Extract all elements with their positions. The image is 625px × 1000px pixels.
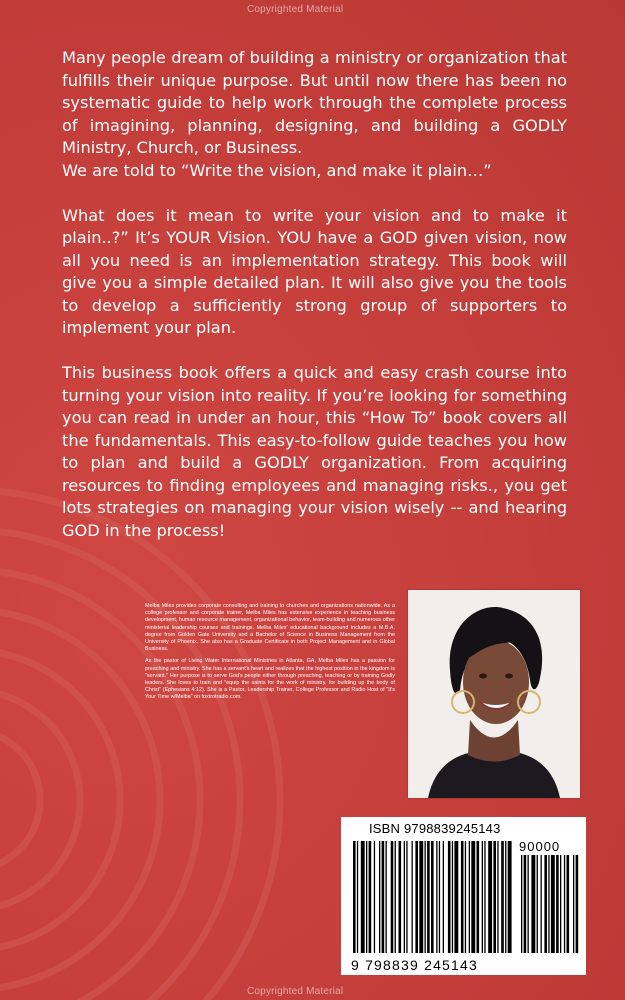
addon-barcode-bar	[541, 855, 542, 953]
description-paragraph-2: What does it mean to write your vision and to make it plain..?” It’s YOUR Vision. YOU have a GOD given vision, now all you need is an implementation strategy. This book will give you a simple detailed plan. It will also give you the tools to develop a sufficiently strong group of supporters to implement your plan.	[62, 205, 567, 337]
barcode-bar	[484, 841, 485, 953]
barcode-bar	[454, 841, 458, 953]
barcode-bar	[465, 841, 466, 953]
barcode-bar	[419, 841, 423, 953]
addon-barcode-bar	[556, 855, 559, 953]
addon-barcode-bar	[564, 855, 565, 953]
barcode-bar	[361, 841, 365, 953]
barcode-bar	[431, 841, 434, 953]
barcode-bars	[351, 841, 579, 957]
barcode-bar	[461, 841, 464, 953]
barcode-bar	[415, 841, 418, 953]
barcode-bar	[357, 841, 358, 953]
barcode-bar	[382, 841, 385, 953]
barcode-bar	[501, 841, 504, 953]
addon-barcode-bar	[531, 855, 535, 953]
barcode-bar	[482, 841, 483, 953]
addon-barcode-bar	[560, 855, 561, 953]
barcode-bar	[379, 841, 380, 953]
description-quote: We are told to “Write the vision, and make it plain…”	[62, 160, 492, 180]
description-paragraph-1-text: Many people dream of building a ministry or organization that fulfills their unique purpose. But until now there has been no systematic guide to help work through the complete process of imagining, planning, designing, and building a GODLY Ministry, Church, or Business.	[62, 48, 567, 157]
barcode-bar	[497, 841, 498, 953]
barcode-bar	[508, 841, 512, 953]
addon-barcode-bar	[521, 855, 522, 953]
barcode-bar	[404, 841, 405, 953]
addon-barcode-bar	[548, 855, 549, 953]
addon-barcode-bar	[524, 855, 527, 953]
barcode-bar	[493, 841, 496, 953]
addon-barcode-bar	[528, 855, 529, 953]
barcode-bar	[488, 841, 492, 953]
barcode-bar	[505, 841, 506, 953]
barcode-bar	[427, 841, 430, 953]
isbn-digits: 9 798839 245143	[351, 957, 478, 973]
barcode-bar	[469, 841, 470, 953]
watermark-top: Copyrighted Material	[247, 4, 344, 15]
author-bio	[145, 603, 395, 707]
author-photo	[408, 590, 580, 798]
barcode-bar	[399, 841, 402, 953]
addon-barcode-bar	[551, 855, 555, 953]
description-paragraph-1	[62, 47, 567, 182]
barcode-bar	[452, 841, 453, 953]
addon-barcode-bar	[544, 855, 547, 953]
barcode-bar	[471, 841, 475, 953]
barcode-bar	[448, 841, 451, 953]
barcode-bar	[366, 841, 367, 953]
barcode-bar	[406, 841, 407, 953]
author-portrait-illustration	[408, 590, 580, 798]
barcode-bar	[425, 841, 426, 953]
barcode-bar	[395, 841, 396, 953]
addon-barcode-bar	[576, 855, 579, 953]
barcode-bar	[391, 841, 394, 953]
barcode-bar	[443, 841, 444, 953]
barcode-bar	[439, 841, 440, 953]
watermark-bottom: Copyrighted Material	[247, 986, 344, 997]
price-code: 90000	[519, 839, 561, 854]
barcode-bar	[412, 841, 413, 953]
barcode-bar	[369, 841, 372, 953]
addon-barcode-bar	[573, 855, 574, 953]
barcode-bar	[353, 841, 356, 953]
barcode-bar	[477, 841, 480, 953]
description-paragraph-3: This business book offers a quick and easy crash course into turning your vision into reality. If you’re looking for something you can read in under an hour, this “How To” book covers all the fundamentals. This easy-to-follow guide teaches you how to plan and build a GODLY organization. From acquiring resources to finding employees and managing risks., you get lots strategies on managing your vision wisely -- and hearing GOD in the process!	[62, 363, 567, 540]
barcode-bar	[436, 841, 437, 953]
isbn-label: ISBN 9798839245143	[369, 821, 501, 836]
barcode-bar	[386, 841, 387, 953]
addon-barcode-bar	[567, 855, 570, 953]
bio-paragraph-1: Melba Miles provides corporate consulting and training to churches and organizations nationwide. As a college professor and corporate trainer, Melba Miles has extensive experience in teaching business development, human resource management, organizational behavior, team-building and numerous other ministerial leadership courses and trainings. Melba Miles' educational background includes a M.B.A. degree from Golden Gate University and a Bachelor of Science in Business Management from the University of Phoenix. She also has a Graduate Certificate in both Project Management and in Global Business.	[145, 603, 395, 653]
barcode-bar	[374, 841, 375, 953]
isbn-barcode-box	[341, 817, 586, 975]
addon-barcode-bar	[537, 855, 538, 953]
book-description	[62, 47, 567, 565]
bio-paragraph-2: As the pastor of Living Water International Ministries in Atlanta, GA, Melba Miles has a passion for preaching and ministry. She has a servant's heart and realizes that the highest position in the kingdom is "servant." Her purpose is to serve God's people either through preaching, teaching or by training Godly leaders. She loves to train and "equip the saints for the work of ministry, for building up the body of Christ" (Ephesians 4:12). She is a Pastor, Leadership Trainer, College Professor and Radio Host of "It's Your Time w/Melba" on foxtrotradio.com.	[145, 658, 395, 701]
